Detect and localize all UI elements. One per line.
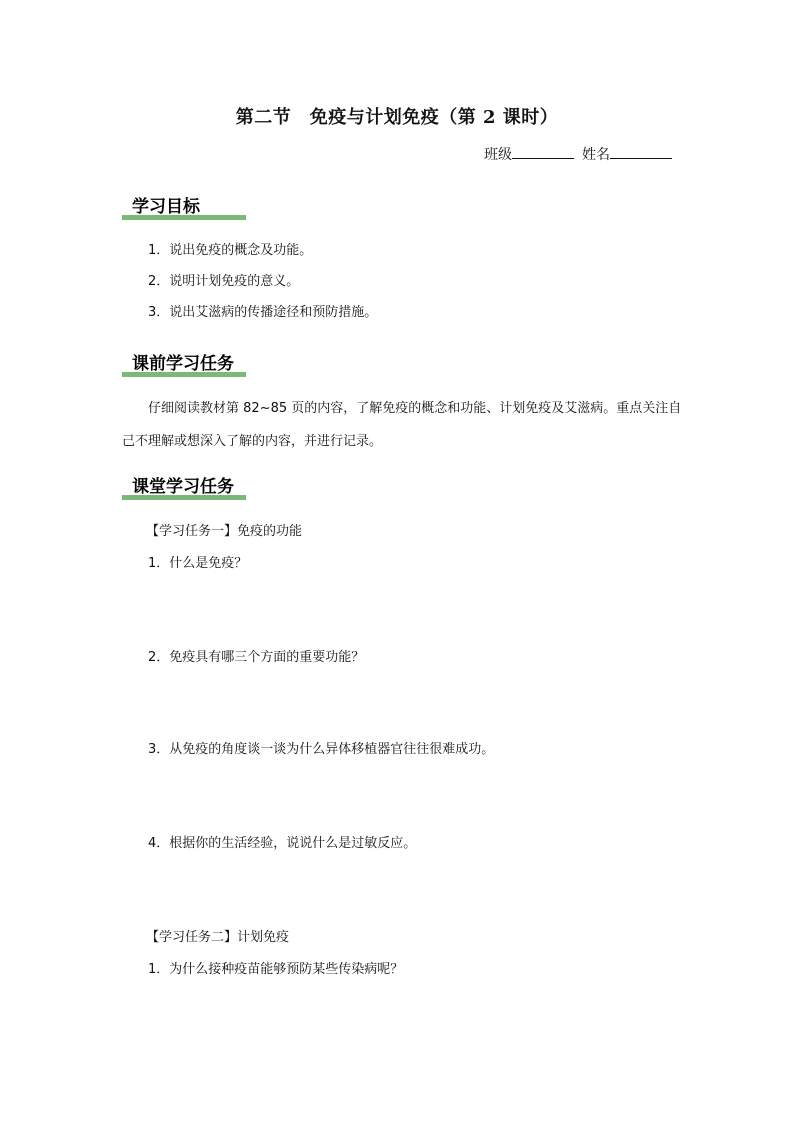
task1-question-1: 1．什么是免疫？	[148, 556, 248, 571]
task1-question-2: 2．免疫具有哪三个方面的重要功能？	[148, 650, 365, 665]
task1-heading: 【学习任务一】免疫的功能	[146, 524, 303, 539]
task2-question-1: 1．为什么接种疫苗能够预防某些传染病呢？	[148, 962, 404, 977]
student-info-line	[484, 144, 672, 164]
objective-item-1: 1．说出免疫的概念及功能。	[148, 243, 313, 258]
preclass-heading-label: 课前学习任务	[132, 354, 234, 374]
objective-item-2: 2．说明计划免疫的意义。	[148, 274, 300, 289]
task2-heading: 【学习任务二】计划免疫	[146, 930, 290, 945]
task1-question-4: 4．根据你的生活经验，说说什么是过敏反应。	[148, 836, 417, 851]
objectives-heading	[122, 192, 246, 220]
preclass-instructions: 仔细阅读教材第 82~85 页的内容，了解免疫的概念和功能、计划免疫及艾滋病。重点关注自己不理解或想深入了解的内容，并进行记录。	[122, 401, 682, 449]
inclass-heading-label: 课堂学习任务	[132, 477, 234, 497]
name-blank[interactable]	[610, 146, 672, 159]
preclass-heading	[122, 349, 246, 377]
name-label: 姓名	[582, 147, 610, 163]
task1-question-3: 3．从免疫的角度谈一谈为什么异体移植器官往往很难成功。	[148, 742, 495, 757]
objectives-heading-label: 学习目标	[132, 197, 200, 217]
objective-item-3: 3．说出艾滋病的传播途径和预防措施。	[148, 305, 378, 320]
class-label: 班级	[484, 147, 512, 163]
inclass-heading	[122, 472, 246, 500]
document-title: 第二节 免疫与计划免疫（第 2 课时）	[235, 107, 559, 128]
class-blank[interactable]	[512, 146, 574, 159]
